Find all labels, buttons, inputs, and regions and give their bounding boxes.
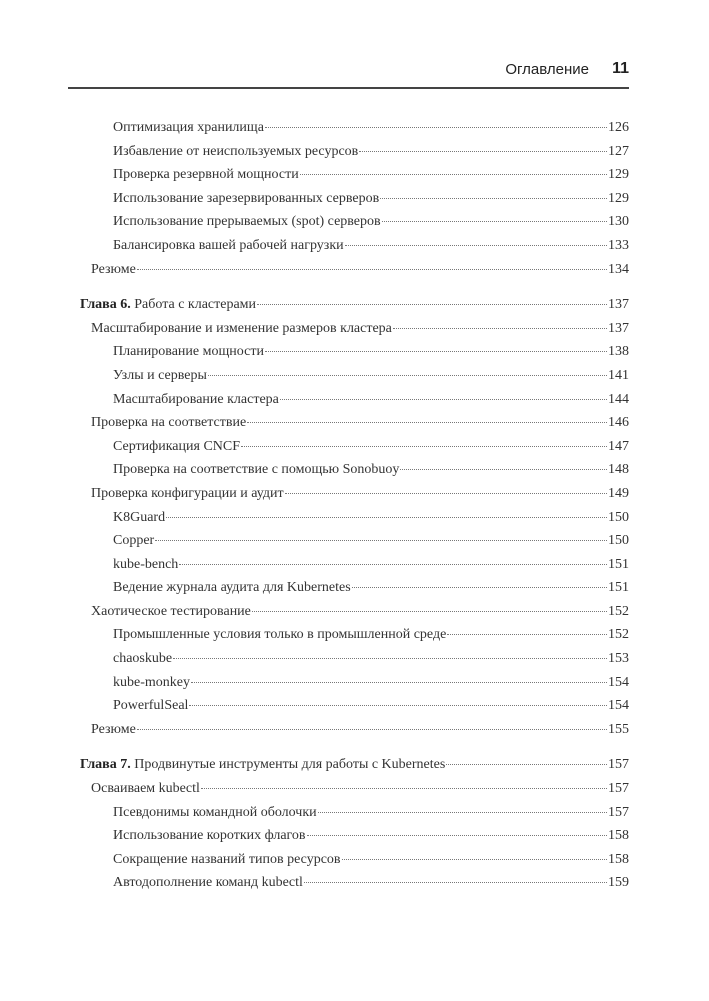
header-title: Оглавление xyxy=(505,61,589,78)
entry-title xyxy=(91,482,284,506)
dot-leader xyxy=(191,682,607,683)
dot-leader xyxy=(155,540,607,541)
dot-leader xyxy=(304,882,607,883)
toc-entry[interactable] xyxy=(80,234,629,258)
entry-page-number: 151 xyxy=(608,580,629,596)
entry-title xyxy=(80,753,445,777)
entry-title xyxy=(113,623,446,647)
entry-title xyxy=(113,116,264,140)
entry-page-number: 155 xyxy=(608,721,629,737)
entry-text: Хаотическое тестирование xyxy=(91,603,251,619)
entry-page-number: 152 xyxy=(608,627,629,643)
entry-title xyxy=(113,210,381,234)
entry-title xyxy=(91,317,392,341)
entry-text: Сертификация CNCF xyxy=(113,438,241,454)
entry-text: chaoskube xyxy=(113,651,173,667)
entry-title xyxy=(113,576,351,600)
toc-entry[interactable] xyxy=(80,482,629,506)
toc-entry[interactable] xyxy=(80,140,629,164)
entry-page-number: 152 xyxy=(608,603,629,619)
entry-text: Проверка конфигурации и аудит xyxy=(91,485,284,501)
entry-page-number: 146 xyxy=(608,415,629,431)
entry-title xyxy=(113,506,165,530)
entry-title xyxy=(91,258,136,282)
entry-text: Осваиваем kubectl xyxy=(91,781,200,797)
dot-leader xyxy=(252,611,607,612)
entry-page-number: 141 xyxy=(608,367,629,383)
entry-title xyxy=(80,293,256,317)
entry-text: Использование зарезервированных серверов xyxy=(113,190,380,206)
entry-title xyxy=(113,187,379,211)
entry-title xyxy=(113,234,344,258)
entry-title xyxy=(113,458,399,482)
toc-entry[interactable] xyxy=(80,529,629,553)
dot-leader xyxy=(285,493,607,494)
dot-leader xyxy=(137,729,607,730)
dot-leader xyxy=(307,835,607,836)
entry-title xyxy=(91,600,251,624)
toc-entry[interactable] xyxy=(80,671,629,695)
entry-title xyxy=(113,364,207,388)
toc-entry[interactable] xyxy=(80,411,629,435)
entry-text: kube-monkey xyxy=(113,674,190,690)
entry-text: Псевдонимы командной оболочки xyxy=(113,804,317,820)
entry-page-number: 157 xyxy=(608,781,629,797)
toc-entry[interactable] xyxy=(80,777,629,801)
toc-entry[interactable] xyxy=(80,824,629,848)
entry-text: kube-bench xyxy=(113,556,179,572)
entry-text: PowerfulSeal xyxy=(113,698,189,714)
toc-entry[interactable] xyxy=(80,623,629,647)
entry-title xyxy=(113,801,317,825)
entry-text: Планирование мощности xyxy=(113,344,264,360)
dot-leader xyxy=(280,399,607,400)
entry-page-number: 138 xyxy=(608,344,629,360)
entry-text: Балансировка вашей рабочей нагрузки xyxy=(113,237,344,253)
entry-page-number: 134 xyxy=(608,261,629,277)
dot-leader xyxy=(241,446,607,447)
entry-title xyxy=(91,718,136,742)
entry-text: K8Guard xyxy=(113,509,166,525)
entry-title xyxy=(113,848,341,872)
entry-text: Работа с кластерами xyxy=(134,297,257,313)
toc-entry[interactable] xyxy=(80,553,629,577)
dot-leader xyxy=(201,788,607,789)
entry-title xyxy=(113,694,188,718)
entry-title xyxy=(113,529,154,553)
toc-group xyxy=(80,293,629,741)
entry-page-number: 157 xyxy=(608,757,629,773)
dot-leader xyxy=(359,151,607,152)
dot-leader xyxy=(166,517,607,518)
entry-text: Масштабирование кластера xyxy=(113,391,279,407)
toc-entry[interactable] xyxy=(80,210,629,234)
toc-entry[interactable] xyxy=(80,576,629,600)
entry-text: Резюме xyxy=(91,261,136,277)
dot-leader xyxy=(393,328,607,329)
entry-page-number: 157 xyxy=(608,804,629,820)
toc-entry[interactable] xyxy=(80,340,629,364)
entry-title xyxy=(113,671,190,695)
dot-leader xyxy=(208,375,607,376)
entry-text: Продвинутые инструменты для работы с Kubernetes xyxy=(134,757,446,773)
entry-text: Использование прерываемых (spot) серверов xyxy=(113,214,381,230)
entry-page-number: 126 xyxy=(608,120,629,135)
entry-page-number: 153 xyxy=(608,651,629,667)
entry-page-number: 148 xyxy=(608,462,629,478)
toc-group xyxy=(80,753,629,895)
dot-leader xyxy=(446,764,607,765)
dot-leader xyxy=(247,422,607,423)
entry-text: Оптимизация хранилища xyxy=(113,120,264,135)
dot-leader xyxy=(179,564,607,565)
entry-page-number: 133 xyxy=(608,237,629,253)
table-of-contents xyxy=(80,116,629,907)
toc-entry[interactable] xyxy=(80,258,629,282)
running-header xyxy=(68,58,629,89)
toc-chapter-entry[interactable] xyxy=(80,293,629,317)
toc-entry[interactable] xyxy=(80,187,629,211)
entry-title xyxy=(113,140,358,164)
entry-page-number: 127 xyxy=(608,143,629,159)
dot-leader xyxy=(400,469,607,470)
toc-entry[interactable] xyxy=(80,116,629,140)
dot-leader xyxy=(447,634,607,635)
dot-leader xyxy=(352,587,607,588)
entry-text: Резюме xyxy=(91,721,136,737)
dot-leader xyxy=(380,198,607,199)
entry-title xyxy=(113,647,172,671)
entry-page-number: 151 xyxy=(608,556,629,572)
toc-entry[interactable] xyxy=(80,458,629,482)
entry-page-number: 150 xyxy=(608,533,629,549)
entry-page-number: 158 xyxy=(608,851,629,867)
toc-entry[interactable] xyxy=(80,163,629,187)
entry-text: Масштабирование и изменение размеров кластера xyxy=(91,320,392,336)
entry-title xyxy=(113,388,279,412)
toc-entry[interactable] xyxy=(80,848,629,872)
toc-entry[interactable] xyxy=(80,506,629,530)
dot-leader xyxy=(342,859,607,860)
entry-text: Проверка на соответствие с помощью Sonobuoy xyxy=(113,462,400,478)
dot-leader xyxy=(382,221,607,222)
entry-page-number: 150 xyxy=(608,509,629,525)
dot-leader xyxy=(265,127,607,128)
header-page-number: 11 xyxy=(612,60,629,77)
entry-title xyxy=(91,411,246,435)
entry-text: Ведение журнала аудита для Kubernetes xyxy=(113,580,351,596)
entry-text: Промышленные условия только в промышленной среде xyxy=(113,627,447,643)
entry-page-number: 159 xyxy=(608,875,629,891)
dot-leader xyxy=(265,351,607,352)
dot-leader xyxy=(173,658,607,659)
toc-entry[interactable] xyxy=(80,600,629,624)
toc-entry[interactable] xyxy=(80,801,629,825)
entry-page-number: 137 xyxy=(608,320,629,336)
entry-text: Автодополнение команд kubectl xyxy=(113,875,303,891)
entry-page-number: 130 xyxy=(608,214,629,230)
toc-entry[interactable] xyxy=(80,435,629,459)
entry-page-number: 129 xyxy=(608,167,629,183)
dot-leader xyxy=(345,245,607,246)
entry-page-number: 154 xyxy=(608,674,629,690)
toc-entry[interactable] xyxy=(80,317,629,341)
entry-title xyxy=(113,163,299,187)
entry-text: Использование коротких флагов xyxy=(113,828,306,844)
entry-page-number: 158 xyxy=(608,828,629,844)
entry-title xyxy=(113,340,264,364)
entry-text: Сокращение названий типов ресурсов xyxy=(113,851,341,867)
entry-page-number: 137 xyxy=(608,297,629,313)
dot-leader xyxy=(318,812,607,813)
entry-title xyxy=(91,777,200,801)
entry-text: Узлы и серверы xyxy=(113,367,207,383)
toc-group xyxy=(80,116,629,281)
dot-leader xyxy=(257,304,607,305)
entry-text: Проверка на соответствие xyxy=(91,415,247,431)
entry-page-number: 129 xyxy=(608,190,629,206)
chapter-number: Глава 6. xyxy=(80,297,131,313)
entry-page-number: 154 xyxy=(608,698,629,714)
entry-title xyxy=(113,553,178,577)
entry-text: Проверка резервной мощности xyxy=(113,167,299,183)
entry-text: Copper xyxy=(113,533,155,549)
entry-title xyxy=(113,435,240,459)
entry-page-number: 149 xyxy=(608,485,629,501)
dot-leader xyxy=(300,174,607,175)
entry-title xyxy=(113,871,303,895)
dot-leader xyxy=(189,705,607,706)
chapter-number: Глава 7. xyxy=(80,757,131,773)
toc-chapter-entry[interactable] xyxy=(80,753,629,777)
entry-title xyxy=(113,824,306,848)
toc-entry[interactable] xyxy=(80,388,629,412)
entry-page-number: 147 xyxy=(608,438,629,454)
toc-entry[interactable] xyxy=(80,718,629,742)
toc-entry[interactable] xyxy=(80,694,629,718)
entry-text: Избавление от неиспользуемых ресурсов xyxy=(113,143,359,159)
toc-entry[interactable] xyxy=(80,647,629,671)
toc-entry[interactable] xyxy=(80,364,629,388)
toc-entry[interactable] xyxy=(80,871,629,895)
entry-page-number: 144 xyxy=(608,391,629,407)
dot-leader xyxy=(137,269,607,270)
